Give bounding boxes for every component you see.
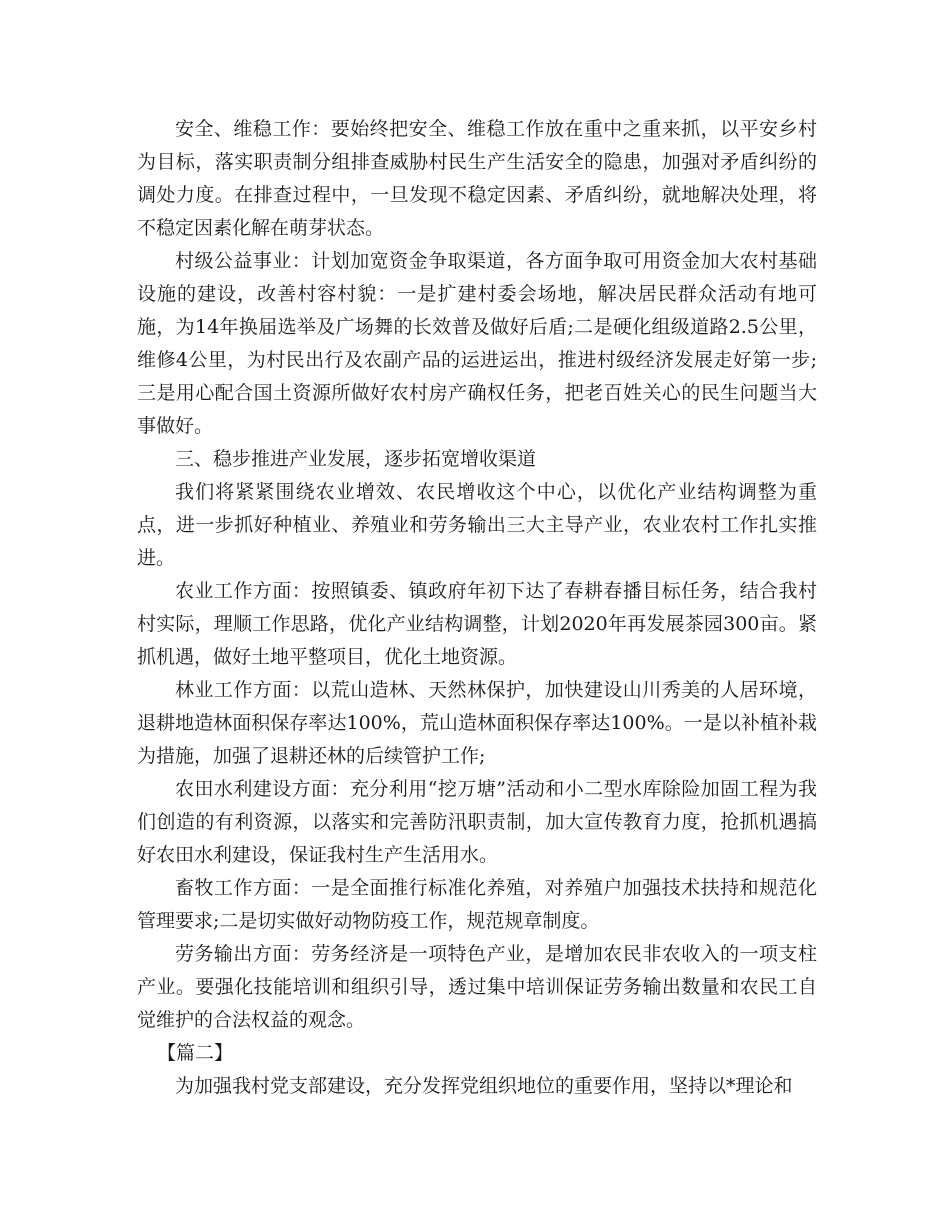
- paragraph-industry-intro: 我们将紧紧围绕农业增效、农民增收这个中心，以优化产业结构调整为重点，进一步抓好种植业、养殖业和劳务输出三大主导产业，农业农村工作扎实推进。: [137, 481, 817, 569]
- document-page: [137, 113, 817, 1103]
- paragraph-livestock-work: 畜牧工作方面：一是全面推行标准化养殖，对养殖户加强技术扶持和规范化管理要求;二是切实做好动物防疫工作，规范规章制度。: [137, 877, 817, 932]
- paragraph-village-public-welfare: 村级公益事业：计划加宽资金争取渠道，各方面争取可用资金加大农村基础设施的建设，改善村容村貌：一是扩建村委会场地，解决居民群众活动有地可施，为14年换届选举及广场舞的长效普及做好后盾;二是硬化组级道路2.5公里，维修4公里，为村民出行及农副产品的运进运出，推进村级经济发展走好第一步;三是用心配合国土资源所做好农村房产确权任务，把老百姓关心的民生问题当大事做好。: [137, 250, 817, 437]
- paragraph-labor-export: 劳务输出方面：劳务经济是一项特色产业，是增加农民非农收入的一项支柱产业。要强化技能培训和组织引导，透过集中培训保证劳务输出数量和农民工自觉维护的合法权益的观念。: [137, 943, 817, 1031]
- paragraph-forestry-work: 林业工作方面：以荒山造林、天然林保护，加快建设山川秀美的人居环境，退耕地造林面积保存率达100%，荒山造林面积保存率达100%。一是以补植补栽为措施，加强了退耕还林的后续管护工作;: [137, 679, 817, 767]
- paragraph-party-branch: 为加强我村党支部建设，充分发挥党组织地位的重要作用，坚持以*理论和: [175, 1075, 793, 1097]
- paragraph-safety-stability: 安全、维稳工作：要始终把安全、维稳工作放在重中之重来抓，以平安乡村为目标，落实职责制分组排查威胁村民生产生活安全的隐患，加强对矛盾纠纷的调处力度。在排查过程中，一旦发现不稳定因素、矛盾纠纷，就地解决处理，将不稳定因素化解在萌芽状态。: [137, 118, 817, 239]
- section-label-part-two: 【篇二】: [157, 1042, 234, 1064]
- paragraph-agriculture-work: 农业工作方面：按照镇委、镇政府年初下达了春耕春播目标任务，结合我村村实际，理顺工作思路，优化产业结构调整，计划2020年再发展茶园300亩。紧抓机遇，做好土地平整项目，优化土地资源。: [137, 580, 817, 668]
- paragraph-water-conservancy: 农田水利建设方面：充分利用“挖万塘”活动和小二型水库除险加固工程为我们创造的有利资源，以落实和完善防汛职责制，加大宣传教育力度，抢抓机遇搞好农田水利建设，保证我村生产生活用水。: [137, 778, 817, 866]
- section-heading-industry-development: 三、稳步推进产业发展，逐步拓宽增收渠道: [175, 448, 537, 470]
